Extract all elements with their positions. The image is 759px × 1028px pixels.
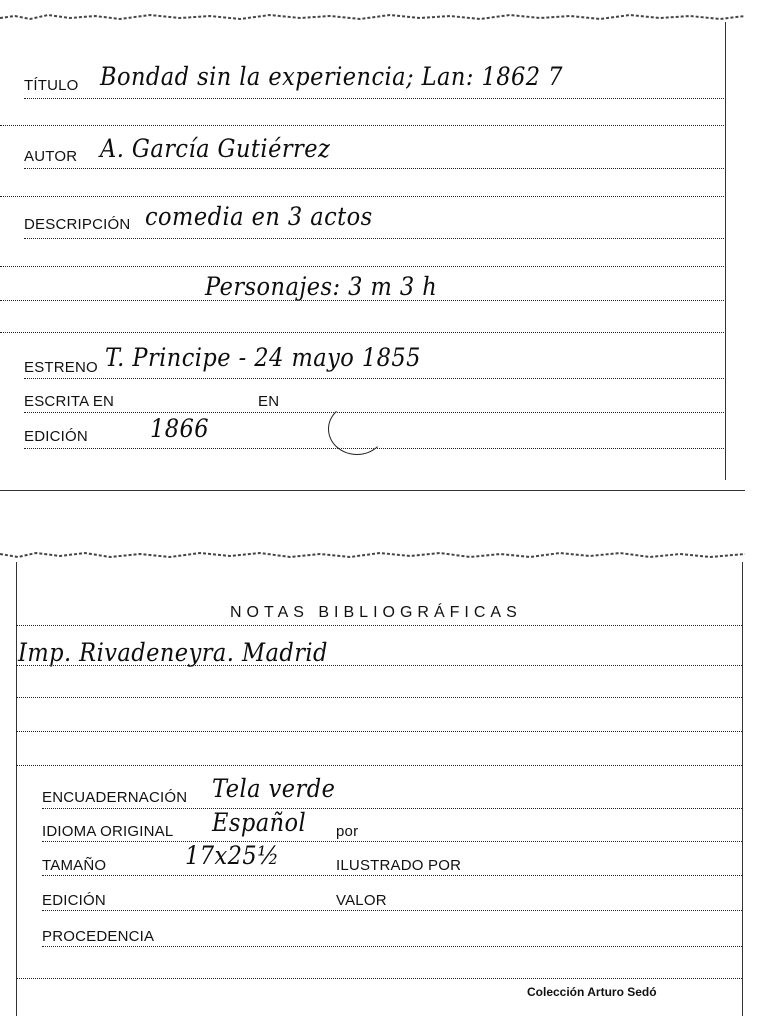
estreno-value: T. Principe - 24 mayo 1855	[105, 343, 421, 372]
ruled-line	[0, 266, 724, 267]
idioma-line	[42, 841, 742, 842]
ruled-line	[16, 765, 742, 766]
descripcion-line	[24, 238, 724, 239]
ruled-line	[0, 300, 724, 301]
ruled-line	[0, 125, 724, 126]
tamano-label: TAMAÑO	[42, 857, 107, 874]
card-right-border	[742, 562, 743, 1016]
titulo-value: Bondad sin la experiencia; Lan: 1862 7	[100, 62, 563, 91]
card-left-border	[16, 562, 17, 1016]
idioma-label: IDIOMA ORIGINAL	[42, 823, 174, 840]
encuadernacion-line	[42, 808, 742, 809]
en-label: EN	[258, 393, 280, 410]
estreno-line	[24, 378, 724, 379]
por-label: por	[336, 823, 359, 840]
valor-label: VALOR	[336, 892, 387, 909]
titulo-line	[24, 98, 724, 99]
encuadernacion-value: Tela verde	[212, 774, 336, 803]
ruled-line	[0, 196, 724, 197]
ruled-line	[16, 625, 742, 626]
notas-heading: NOTAS BIBLIOGRÁFICAS	[230, 604, 522, 621]
ruled-line	[16, 731, 742, 732]
card-right-border	[725, 22, 726, 480]
tamano-value: 17x25½	[185, 841, 280, 870]
procedencia-line	[42, 946, 742, 947]
catalog-card-notes	[0, 548, 745, 1018]
ilustrado-label: ILUSTRADO POR	[336, 857, 462, 874]
ruled-line	[16, 665, 742, 666]
escrita-en-label: ESCRITA EN	[24, 393, 115, 410]
estreno-label: ESTRENO	[24, 359, 98, 376]
edicion2-label: EDICIÓN	[42, 892, 106, 909]
ruled-line	[16, 978, 742, 979]
edicion-label: EDICIÓN	[24, 428, 88, 445]
edicion-value: 1866	[150, 414, 210, 443]
titulo-label: TÍTULO	[24, 77, 79, 94]
tamano-line	[42, 875, 742, 876]
ruled-line	[0, 332, 724, 333]
autor-label: AUTOR	[24, 148, 78, 165]
notes-value: Imp. Rivadeneyra. Madrid	[18, 638, 328, 667]
personajes-value: Personajes: 3 m 3 h	[205, 272, 438, 301]
descripcion-value: comedia en 3 actos	[145, 202, 373, 231]
descripcion-label: DESCRIPCIÓN	[24, 216, 131, 233]
procedencia-label: PROCEDENCIA	[42, 928, 155, 945]
torn-top-edge	[0, 10, 745, 22]
autor-value: A. García Gutiérrez	[100, 134, 331, 163]
torn-top-edge	[0, 548, 745, 560]
punch-hole-mark	[328, 403, 386, 455]
ruled-line	[16, 697, 742, 698]
idioma-value: Español	[212, 808, 307, 837]
encuadernacion-label: ENCUADERNACIÓN	[42, 789, 188, 806]
collection-footer: Colección Arturo Sedó	[527, 985, 657, 999]
catalog-card-main	[0, 10, 745, 492]
autor-line	[24, 168, 724, 169]
card-bottom-border	[0, 490, 745, 491]
edicion2-line	[42, 910, 742, 911]
